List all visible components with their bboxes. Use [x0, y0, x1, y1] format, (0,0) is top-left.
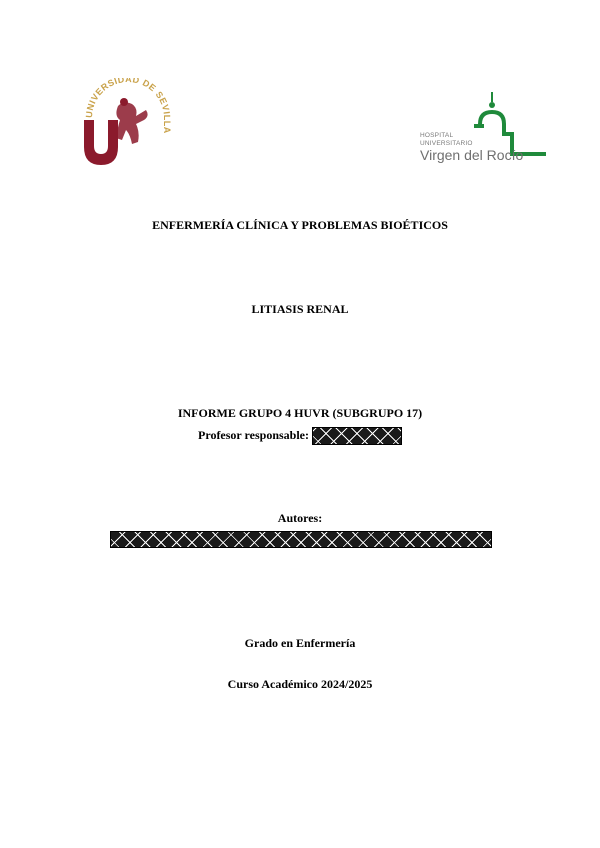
- document-title: LITIASIS RENAL: [251, 302, 349, 316]
- university-arc-text: UNIVERSIDAD DE SEVILLA: [83, 78, 173, 134]
- authors-label: Autores:: [277, 511, 323, 525]
- academic-year: Curso Académico 2024/2025: [227, 677, 373, 691]
- subject-title: ENFERMERÍA CLÍNICA Y PROBLEMAS BIOÉTICOS: [152, 218, 448, 232]
- hospital-line1: HOSPITAL: [420, 132, 454, 139]
- redacted-professor-name: [312, 427, 402, 445]
- hospital-virgen-del-rocio-logo: [420, 88, 552, 170]
- hospital-name: Virgen del Rocío: [420, 147, 524, 163]
- professor-line: [0, 427, 600, 445]
- universidad-de-sevilla-logo: [78, 78, 178, 166]
- professor-label: Profesor responsable:: [198, 427, 309, 442]
- redacted-authors-list: [110, 531, 492, 548]
- hospital-line2: UNIVERSITARIO: [420, 139, 473, 147]
- degree-name: Grado en Enfermería: [244, 636, 356, 650]
- report-group: INFORME GRUPO 4 HUVR (SUBGRUPO 17): [177, 406, 423, 420]
- hospital-wordmark: [420, 132, 523, 163]
